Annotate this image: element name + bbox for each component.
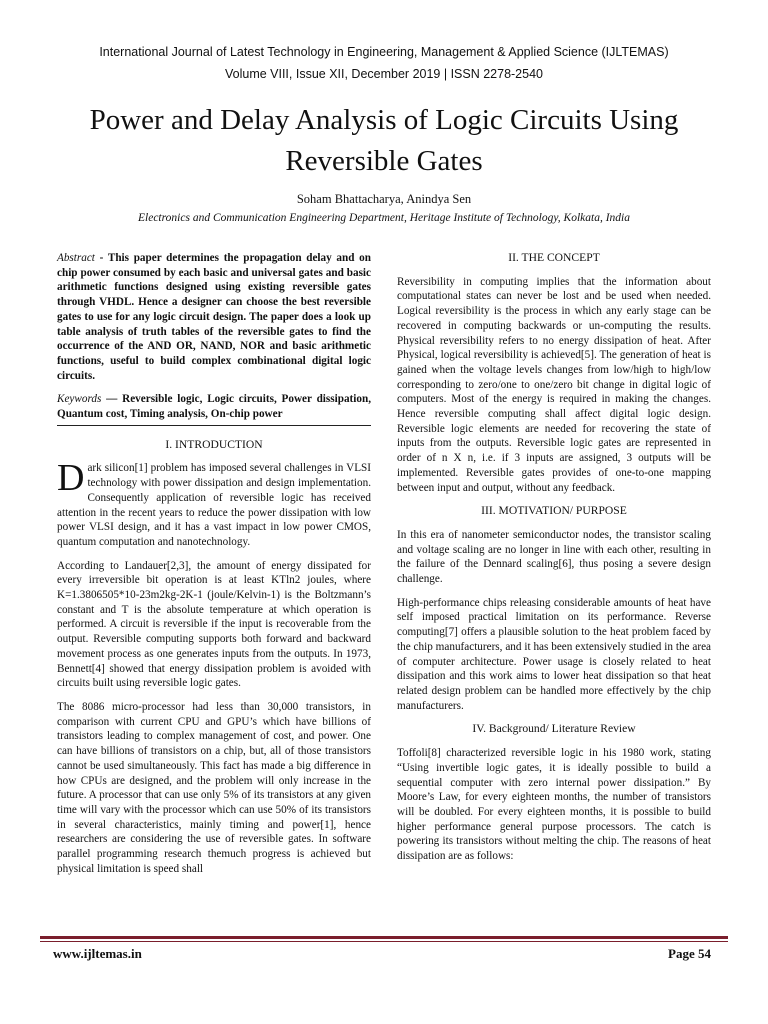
section-heading-introduction: I. INTRODUCTION	[165, 437, 263, 451]
footer-website-link[interactable]: www.ijltemas.in	[53, 946, 142, 961]
section-heading-motivation: III. MOTIVATION/ PURPOSE	[481, 504, 627, 518]
journal-name: International Journal of Latest Technology in Engineering, Management & Applied Science (IJLTEMAS)	[99, 45, 669, 59]
keywords-label: Keywords	[57, 393, 102, 406]
right-column	[397, 251, 711, 873]
drop-cap: D	[57, 457, 85, 500]
background-paragraph-1: Toffoli[8] characterized reversible logic in his 1980 work, stating “Using invertible logic gates, it is ideally possible to build a sequential computer with zero internal power dissipation.” By Moore’s Law, for every eighteen months, the number of transistors will be doubled. For every eighteen months, it is possible to build higher performance general purpose processors. The catch is powering its transistors without melting the chip. The reasons of heat dissipation are as follows:	[397, 747, 711, 863]
left-column	[57, 251, 371, 885]
motivation-paragraph-1: In this era of nanometer semiconductor nodes, the transistor scaling and voltage scaling are no longer in line with each other, resulting in the failure of the Dennard scaling[6], thus posing a severe design challenge.	[397, 528, 711, 586]
footer-rule-thin	[40, 941, 728, 942]
concept-paragraph-1: Reversibility in computing implies that the information about computational states can never be lost and be used when needed. Logical reversibility is the process in which any early stage can be recovered in computing backwards or un-computing the results. Physical reversibility refers to no energy dissipation of heat. After Physical, logical reversibility is achieved[5]. The generation of heat is gained when the voltage levels changes from low/high to high/low corresponding to zero/one to one/zero bit change in digital logic of computers. Most of the energy is required in making the changes. Hence reversible computing shall affect digital logic design. Reversible logic elements are needed for recovering the state of inputs from the outputs. Reversible logic gates are represented in order of n X n, i.e. if 3 inputs are assigned, 3 outputs will be implemented. Reversible gates provides of one-to-one mapping between input and output, without any feedback.	[397, 275, 711, 494]
keywords-text: — Reversible logic, Logic circuits, Power dissipation, Quantum cost, Timing analysis, On-chip power	[57, 393, 371, 421]
page-number: Page 54	[668, 946, 711, 961]
intro-paragraph-3: The 8086 micro-processor had less than 30,000 transistors, in comparison with current CPU and GPU’s which have billions of transistors leading to complex management of cost, and power. One can have billions of transistors on a chip, but, all of those transistors cannot be used simultaneously. This fact has made a big difference in how CPUs are designed, and the problem will only increase in the future. A processor that can use only 5% of its transistors at any given time will vary with the processor which can use 50% of its transistors in several characteristics, mainly timing and power[1], hence researchers are considering the use of reversible gates. In software parallel programming research themuch progress is achieved but physical limitation is speed shall	[57, 700, 371, 875]
paper-affiliation: Electronics and Communication Engineering Department, Heritage Institute of Technology, Kolkata, India	[138, 212, 630, 224]
paper-title: Power and Delay Analysis of Logic Circuits Using Reversible Gates	[89, 104, 679, 177]
abstract	[57, 251, 371, 383]
abstract-text: - This paper determines the propagation delay and on chip power consumed by each basic and universal gates and basic arithmetic functions designed using existing reversible gates through VHDL. Hence a designer can choose the best reversible gates to use for any logic circuit design. The paper does a look up table analysis of truth tables of the reversible gates to find the occurrence of the AND OR, NAND, NOR and basic arithmetic functions, useful to build complex combinational digital logic circuits.	[57, 252, 371, 382]
section-heading-background: IV. Background/ Literature Review	[472, 722, 636, 736]
footer-rule-thick	[40, 936, 728, 939]
abstract-label: Abstract	[57, 252, 95, 264]
motivation-paragraph-2: High-performance chips releasing considerable amounts of heat have self imposed practical limitation on its performance. Reverse computing[7] offers a plausible solution to the heat problem faced by the chip manufacturers, and it has been extensively studied in the area of computer architecture. Power usage is closely related to heat dissipation and this work aims to lower heat dissipation so that heat related design problem can be handled more effectively by the chip manufacturers.	[397, 596, 711, 712]
intro-paragraph-1	[57, 457, 371, 549]
paper-authors: Soham Bhattacharya, Anindya Sen	[296, 192, 472, 206]
journal-volume: Volume VIII, Issue XII, December 2019 | ISSN 2278-2540	[224, 67, 543, 81]
keywords	[57, 392, 371, 425]
intro-paragraph-1-text: ark silicon[1] problem has imposed several challenges in VLSI technology with power dissipation and design implementation. Consequently application of reversible logic has received attention in the recent years to reduce the power dissipation with low power VLSI design, and it has a vast impact in low power CMOS, quantum computation and nanotechnology.	[57, 462, 371, 548]
section-heading-concept: II. THE CONCEPT	[508, 251, 600, 264]
intro-paragraph-2: According to Landauer[2,3], the amount of energy dissipated for every irreversible bit operation is at least KTln2 joules, where K=1.3806505*10-23m2kg-2K-1 (joule/Kelvin-1) is the Boltzmann’s constant and T is the absolute temperature at which operation is performed. A circuit is reversible if the input is recoverable from the output. Reversible computing supports both forward and backward movement process as one generates inputs from the outputs. In 1973, Bennett[4] showed that energy dissipation problem is avoided with circuits built using reversible logic gates.	[57, 559, 371, 690]
